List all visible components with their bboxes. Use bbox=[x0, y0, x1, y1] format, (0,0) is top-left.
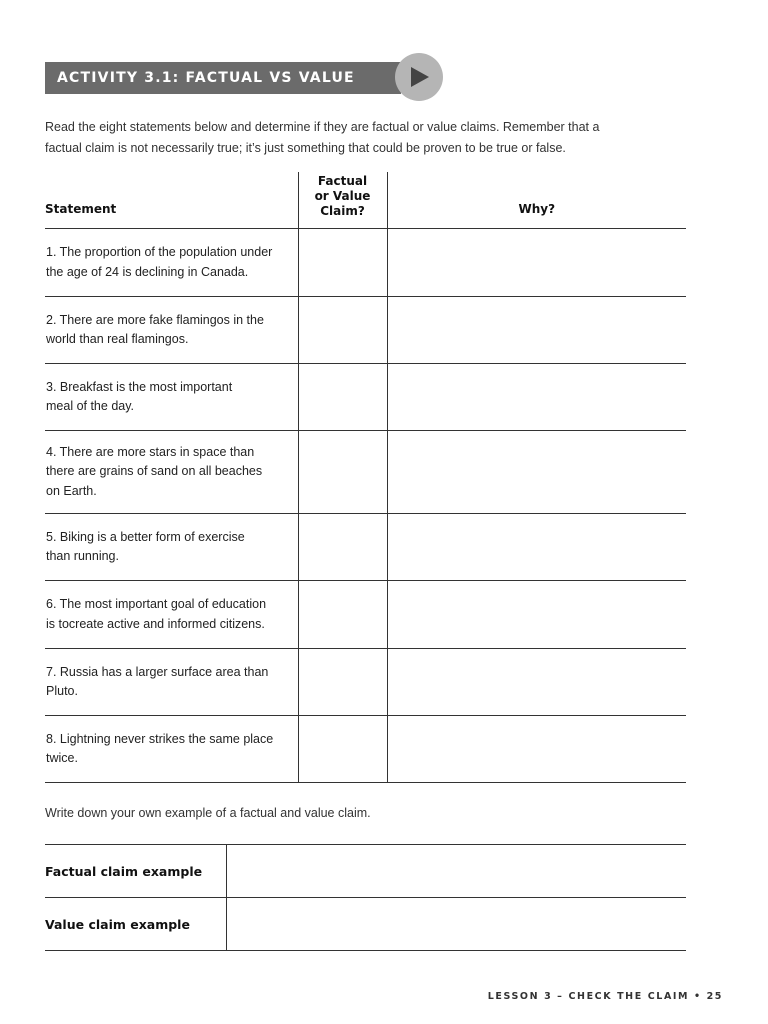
statement-line: 8. Lightning never strikes the same place bbox=[46, 731, 274, 746]
intro-text bbox=[45, 117, 645, 159]
factual-claim-label: Factual claim example bbox=[45, 845, 227, 898]
statement-line: 4. There are more stars in space than bbox=[46, 444, 255, 459]
claim-type-answer[interactable] bbox=[298, 229, 387, 297]
statement-line: 3. Breakfast is the most important bbox=[46, 379, 233, 394]
activity-title: ACTIVITY 3.1: FACTUAL VS VALUE CLAIMS bbox=[45, 62, 401, 94]
statement-line: the age of 24 is declining in Canada. bbox=[46, 264, 249, 279]
table-row bbox=[45, 297, 686, 364]
claims-table bbox=[45, 172, 686, 783]
table-row bbox=[45, 649, 686, 716]
header-claim-type-line: or Value bbox=[314, 189, 371, 203]
factual-claim-answer[interactable] bbox=[227, 845, 687, 898]
intro-line-2: factual claim is not necessarily true; it’s just something that could be proven to be true or false. bbox=[45, 141, 566, 155]
value-claim-label: Value claim example bbox=[45, 898, 227, 951]
claim-type-answer[interactable] bbox=[298, 431, 387, 514]
claim-type-answer[interactable] bbox=[298, 716, 387, 783]
why-answer[interactable] bbox=[387, 297, 686, 364]
why-answer[interactable] bbox=[387, 581, 686, 649]
statement-cell bbox=[45, 716, 298, 783]
page-footer: LESSON 3 – CHECK THE CLAIM • 25 bbox=[487, 991, 723, 1002]
table-header-row bbox=[45, 172, 686, 229]
table-row bbox=[45, 431, 686, 514]
statement-cell bbox=[45, 229, 298, 297]
statement-line: is tocreate active and informed citizens. bbox=[46, 616, 265, 631]
statement-line: on Earth. bbox=[46, 483, 97, 498]
statement-line: than running. bbox=[46, 549, 119, 563]
statement-cell bbox=[45, 364, 298, 431]
value-claim-answer[interactable] bbox=[227, 898, 687, 951]
statement-line: meal of the day. bbox=[46, 399, 135, 413]
why-answer[interactable] bbox=[387, 229, 686, 297]
statement-line: there are grains of sand on all beaches bbox=[46, 464, 263, 479]
header-why: Why? bbox=[387, 172, 686, 229]
table-row bbox=[45, 229, 686, 297]
statement-line: 2. There are more fake flamingos in the bbox=[46, 312, 264, 327]
table-row bbox=[45, 716, 686, 783]
statement-cell bbox=[45, 649, 298, 716]
claim-type-answer[interactable] bbox=[298, 649, 387, 716]
table-row bbox=[45, 514, 686, 581]
statement-line: Pluto. bbox=[46, 684, 78, 698]
claim-type-answer[interactable] bbox=[298, 514, 387, 581]
play-button[interactable] bbox=[395, 53, 443, 101]
why-answer[interactable] bbox=[387, 364, 686, 431]
statement-cell bbox=[45, 581, 298, 649]
table-row bbox=[45, 845, 686, 898]
statement-line: twice. bbox=[46, 751, 78, 765]
statement-cell bbox=[45, 431, 298, 514]
examples-table bbox=[45, 844, 686, 951]
statement-cell bbox=[45, 514, 298, 581]
claim-type-answer[interactable] bbox=[298, 581, 387, 649]
statement-line: 5. Biking is a better form of exercise bbox=[46, 529, 245, 544]
statement-line: 7. Russia has a larger surface area than bbox=[46, 664, 269, 679]
table-row bbox=[45, 898, 686, 951]
claim-type-answer[interactable] bbox=[298, 297, 387, 364]
statement-line: world than real flamingos. bbox=[46, 332, 189, 346]
statement-cell bbox=[45, 297, 298, 364]
header-statement: Statement bbox=[45, 172, 298, 229]
why-answer[interactable] bbox=[387, 716, 686, 783]
header-claim-type-line: Factual bbox=[317, 174, 368, 188]
header-claim-type bbox=[298, 172, 387, 229]
examples-instruction: Write down your own example of a factual and value claim. bbox=[45, 806, 371, 820]
intro-line-1: Read the eight statements below and determine if they are factual or value claims. Remember that a bbox=[45, 120, 600, 134]
claim-type-answer[interactable] bbox=[298, 364, 387, 431]
statement-line: 1. The proportion of the population under bbox=[46, 245, 273, 259]
table-row bbox=[45, 364, 686, 431]
why-answer[interactable] bbox=[387, 649, 686, 716]
statement-line: 6. The most important goal of education bbox=[46, 597, 267, 611]
play-icon bbox=[395, 53, 443, 101]
table-row bbox=[45, 581, 686, 649]
why-answer[interactable] bbox=[387, 514, 686, 581]
why-answer[interactable] bbox=[387, 431, 686, 514]
header-claim-type-line: Claim? bbox=[320, 204, 365, 218]
